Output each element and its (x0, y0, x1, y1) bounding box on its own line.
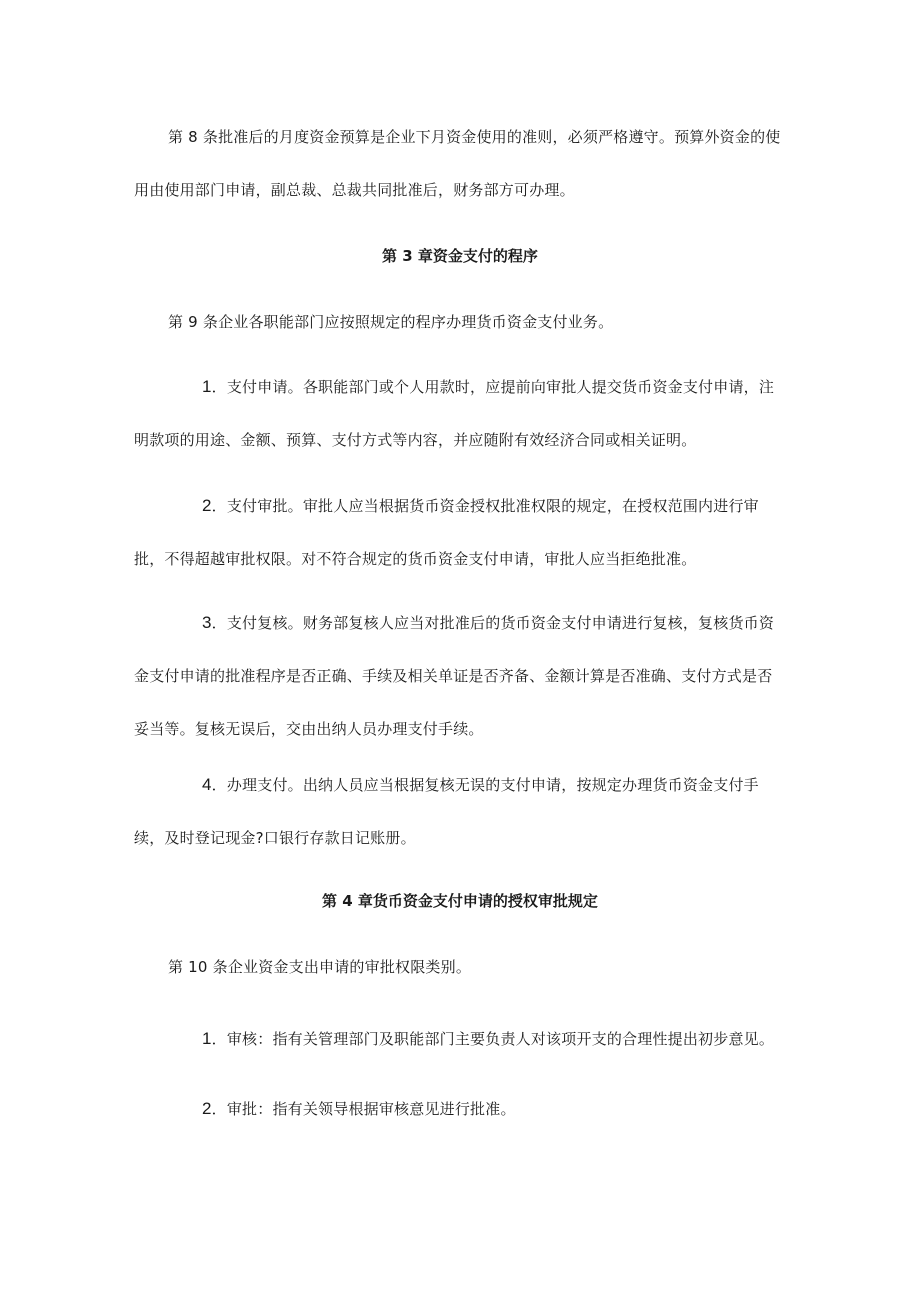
chapter-3-heading: 第 3 章资金支付的程序 (382, 247, 538, 265)
article-8-paragraph: 第 8 条批准后的月度资金预算是企业下月资金使用的准则，必须严格遵守。预算外资金的使用由使用部门申请，副总裁、总裁共同批准后，财务部方可办理。 (134, 128, 781, 199)
step-2-paragraph (134, 479, 786, 586)
article-10-paragraph: 第 10 条企业资金支出申请的审批权限类别。 (168, 958, 472, 976)
category-1-paragraph (134, 1012, 786, 1066)
step-3-number: 3 (202, 613, 212, 632)
step-2-text: ．支付审批。审批人应当根据货币资金授权批准权限的规定，在授权范围内进行审批，不得超越审批权限。对不符合规定的货币资金支付申请，审批人应当拒绝批准。 (134, 497, 759, 568)
step-3-text: ．支付复核。财务部复核人应当对批准后的货币资金支付申请进行复核，复核货币资金支付申请的批准程序是否正确、手续及相关单证是否齐备、金额计算是否准确、支付方式是否妥当等。复核无误后，交由出纳人员办理支付手续。 (134, 614, 775, 738)
step-4-number: 4 (202, 775, 212, 794)
step-4-text: ．办理支付。出纳人员应当根据复核无误的支付申请，按规定办理货币资金支付手续，及时登记现金?口银行存款日记账册。 (134, 776, 759, 847)
category-2-text: ．审批：指有关领导根据审核意见进行批准。 (211, 1100, 516, 1118)
article-9-paragraph: 第 9 条企业各职能部门应按照规定的程序办理货币资金支付业务。 (168, 313, 614, 331)
chapter-4-heading: 第 4 章货币资金支付申请的授权审批规定 (322, 892, 598, 910)
step-1-text: ．支付申请。各职能部门或个人用款时，应提前向审批人提交货币资金支付申请，注明款项的用途、金额、预算、支付方式等内容，并应随附有效经济合同或相关证明。 (134, 378, 775, 449)
category-2-paragraph (134, 1082, 786, 1136)
step-3-paragraph (134, 596, 786, 756)
category-1-number: 1 (202, 1029, 212, 1048)
step-1-paragraph (134, 360, 786, 467)
category-2-number: 2 (202, 1099, 212, 1118)
step-4-paragraph (134, 758, 786, 865)
step-2-number: 2 (202, 496, 212, 515)
step-1-number: 1 (202, 377, 212, 396)
category-1-text: ．审核：指有关管理部门及职能部门主要负责人对该项开支的合理性提出初步意见。 (211, 1030, 775, 1048)
